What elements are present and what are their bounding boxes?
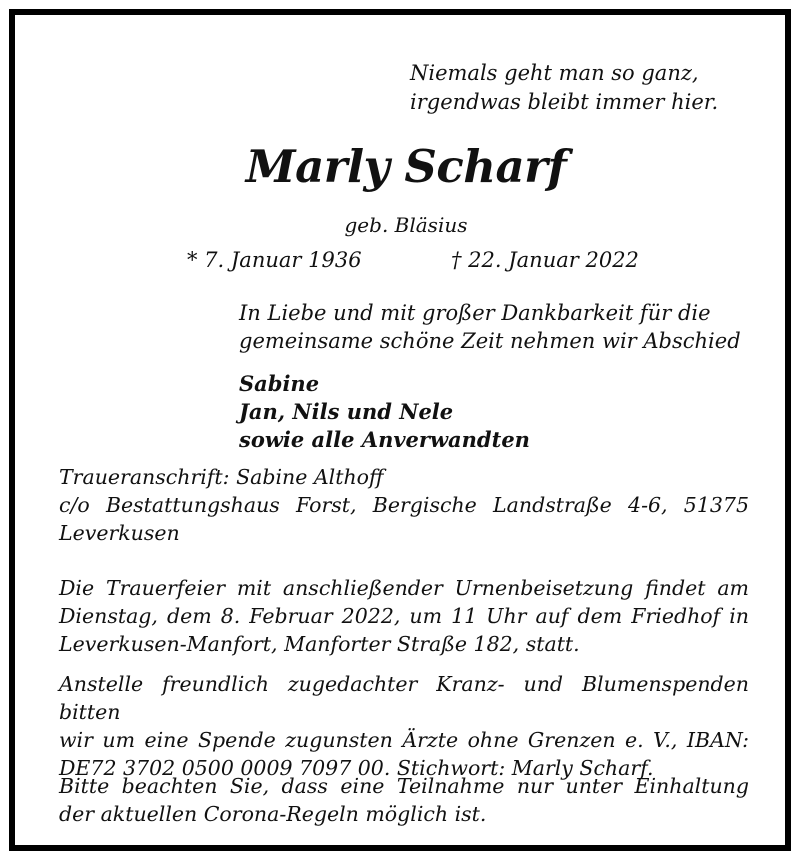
farewell-line: gemeinsame schöne Zeit nehmen wir Abschied [239,329,741,353]
address-line: c/o Bestattungshaus Forst, Bergische Landstraße 4-6, 51375 [59,493,749,517]
ceremony-line: Die Trauerfeier mit anschließender Urnenbeisetzung findet am [59,576,749,600]
mourners-list [239,370,530,454]
mourning-address [59,463,749,547]
death-date: † 22. Januar 2022 [451,248,639,272]
ceremony-line: Leverkusen-Manfort, Manforter Straße 182, statt. [59,632,580,656]
farewell-text [239,299,741,355]
obituary-card [9,9,791,851]
corona-line: Bitte beachten Sie, dass eine Teilnahme nur unter Einhaltung [59,774,749,798]
address-line: Traueranschrift: Sabine Althoff [59,465,384,489]
mourner-name: Jan, Nils und Nele [239,399,454,424]
farewell-line: In Liebe und mit großer Dankbarkeit für die [239,301,711,325]
ceremony-line: Dienstag, dem 8. Februar 2022, um 11 Uhr auf dem Friedhof in [59,604,749,628]
corona-line: der aktuellen Corona-Regeln möglich ist. [59,802,487,826]
motto [410,59,718,117]
mourner-name: sowie alle Anverwandten [239,427,530,452]
deceased-name: Marly Scharf [245,140,567,193]
motto-line: irgendwas bleibt immer hier. [410,90,719,114]
birth-name: geb. Bläsius [344,213,468,237]
mourner-name: Sabine [239,371,320,396]
donation-line: DE72 3702 0500 0009 7097 00. Stichwort: Marly Scharf. [59,756,654,780]
motto-line: Niemals geht man so ganz, [410,61,699,85]
birth-date: * 7. Januar 1936 [187,248,362,272]
donation-line: Anstelle freundlich zugedachter Kranz- und Blumenspenden bitten [59,672,749,724]
ceremony-info [59,574,749,658]
donation-info [59,670,749,782]
corona-notice [59,772,749,828]
address-line: Leverkusen [59,521,180,545]
donation-line: wir um eine Spende zugunsten Ärzte ohne Grenzen e. V., IBAN: [59,728,749,752]
